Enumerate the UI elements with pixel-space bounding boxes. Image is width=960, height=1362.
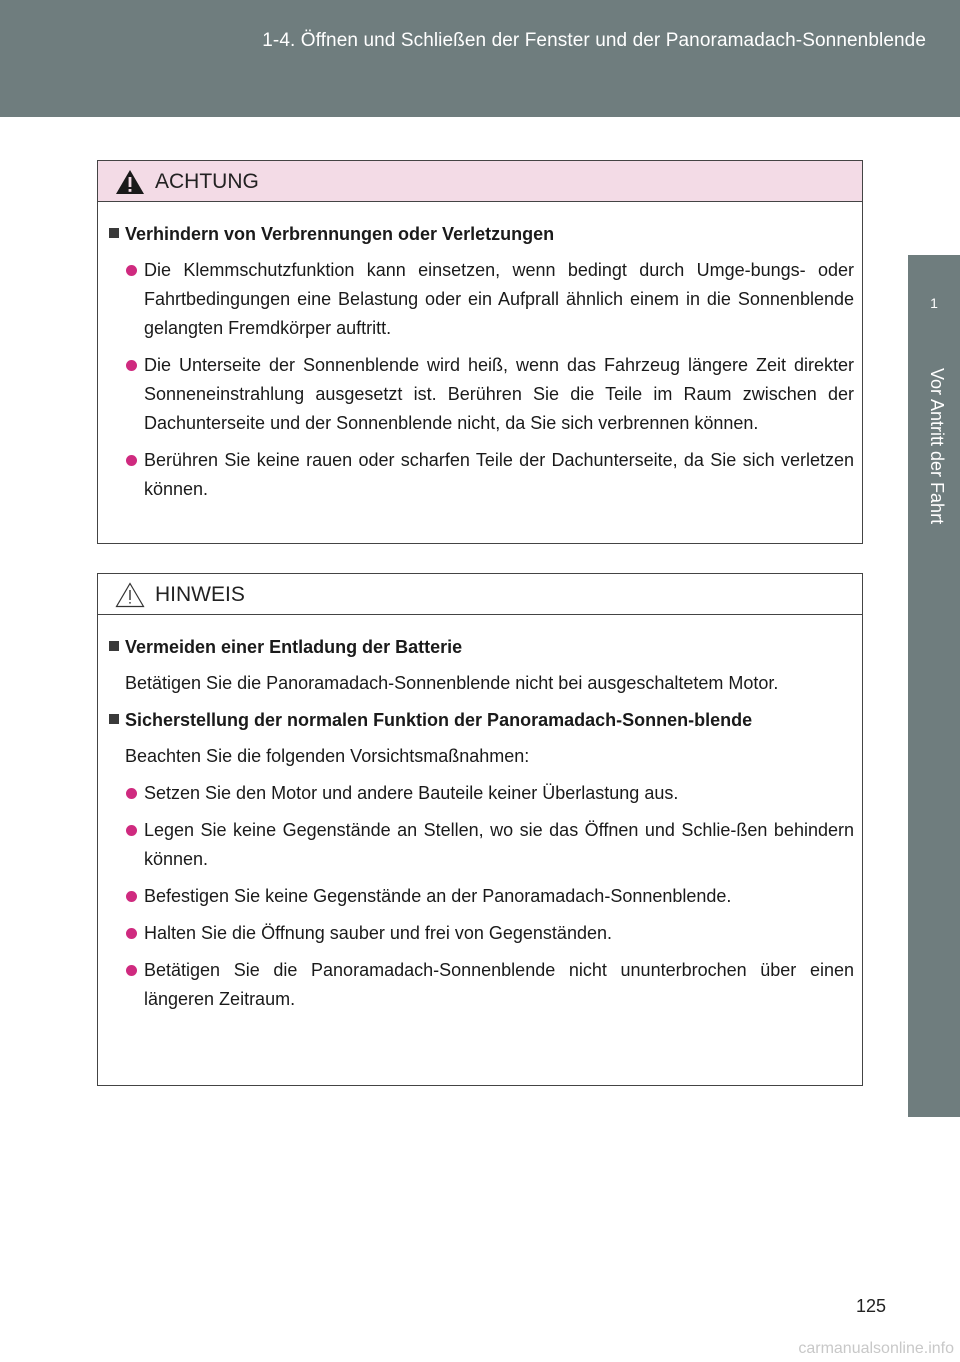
caution-title: ACHTUNG bbox=[155, 170, 259, 193]
notice-heading-function: Sicherstellung der normalen Funktion der Panoramadach-Sonnen-blende bbox=[108, 706, 854, 734]
notice-bullet: Setzen Sie den Motor und andere Bauteile keiner Überlastung aus. bbox=[108, 779, 854, 808]
notice-bullet: Betätigen Sie die Panoramadach-Sonnenblende nicht ununterbrochen über einen längeren Zeitraum. bbox=[108, 956, 854, 1014]
notice-heading-battery: Vermeiden einer Entladung der Batterie bbox=[108, 633, 854, 661]
notice-text-battery: Betätigen Sie die Panoramadach-Sonnenblende nicht bei ausgeschaltetem Motor. bbox=[125, 673, 779, 693]
notice-bullet: Halten Sie die Öffnung sauber und frei von Gegenständen. bbox=[108, 919, 854, 948]
notice-header bbox=[98, 574, 862, 615]
page-header bbox=[0, 0, 960, 117]
chapter-number: 1 bbox=[930, 295, 938, 311]
notice-bullet: Befestigen Sie keine Gegenstände an der Panoramadach-Sonnenblende. bbox=[108, 882, 854, 911]
caution-bullet: Die Unterseite der Sonnenblende wird heiß, wenn das Fahrzeug längere Zeit direkter Sonneneinstrahlung ausgesetzt ist. Berühren Sie die Teile im Raum zwischen der Dachunterseite und der Sonnenblende nicht, da Sie sich verbrennen können. bbox=[108, 351, 854, 438]
notice-title: HINWEIS bbox=[155, 583, 245, 606]
caution-heading: Verhindern von Verbrennungen oder Verletzungen bbox=[108, 220, 854, 248]
section-title: 1-4. Öffnen und Schließen der Fenster und der Panoramadach-Sonnenblende bbox=[262, 30, 926, 51]
warning-outline-icon bbox=[115, 582, 145, 608]
caution-box bbox=[97, 160, 863, 544]
notice-content bbox=[98, 615, 862, 1014]
caution-bullet: Die Klemmschutzfunktion kann einsetzen, wenn bedingt durch Umge-bungs- oder Fahrtbedingungen eine Belastung oder ein Aufprall ähnlich einem in die Sonnenblende gelangten Fremdkörper auftritt. bbox=[108, 256, 854, 343]
watermark: carmanualsonline.info bbox=[798, 1340, 954, 1357]
caution-content bbox=[98, 202, 862, 504]
caution-header bbox=[98, 161, 862, 202]
caution-bullet: Berühren Sie keine rauen oder scharfen Teile der Dachunterseite, da Sie sich verletzen können. bbox=[108, 446, 854, 504]
chapter-tab bbox=[908, 255, 960, 355]
notice-intro: Beachten Sie die folgenden Vorsichtsmaßnahmen: bbox=[125, 746, 530, 766]
notice-bullet: Legen Sie keine Gegenstände an Stellen, wo sie das Öffnen und Schlie-ßen behindern können. bbox=[108, 816, 854, 874]
chapter-label: Vor Antritt der Fahrt bbox=[927, 368, 947, 525]
warning-filled-icon bbox=[115, 169, 145, 195]
notice-box bbox=[97, 573, 863, 1086]
page-number: 125 bbox=[856, 1296, 887, 1316]
